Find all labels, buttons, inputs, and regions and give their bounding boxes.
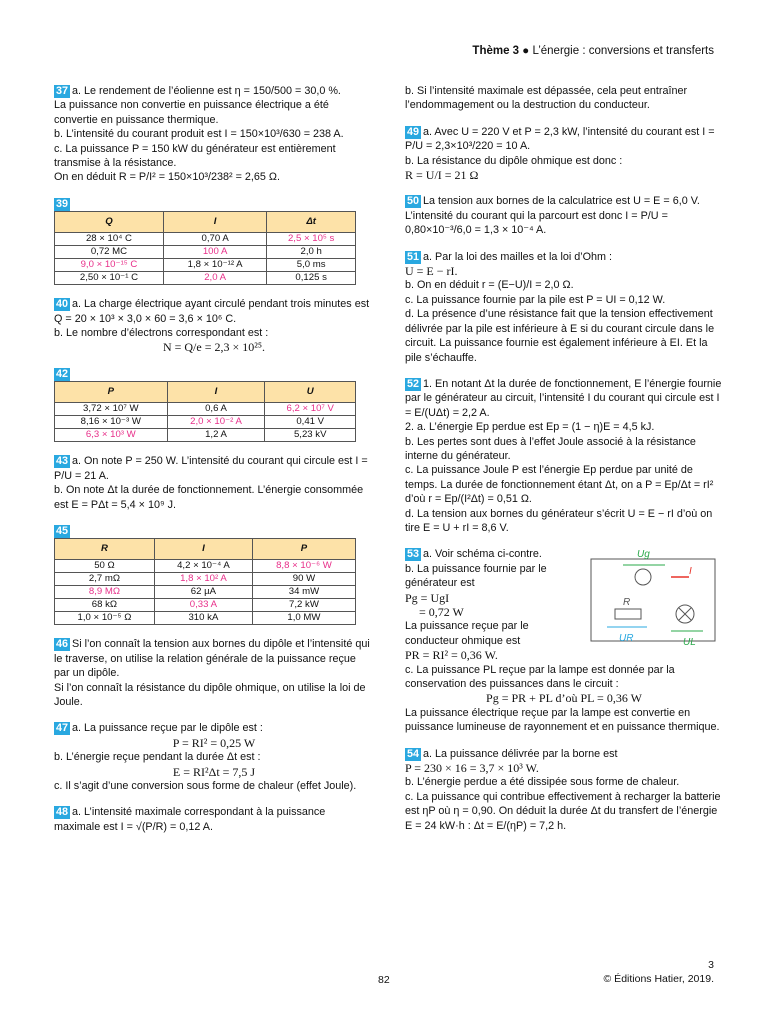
table-cell: 2,7 mΩ <box>55 573 155 586</box>
table-cell: 7,2 kW <box>252 599 355 612</box>
table-cell: 2,5 × 10⁵ s <box>267 233 356 246</box>
table-cell: 34 mW <box>252 586 355 599</box>
formula: Pg = PR + PL d’où PL = 0,36 W <box>486 691 642 706</box>
table-cell: 0,125 s <box>267 272 356 285</box>
exercise-42 <box>54 367 374 442</box>
text-line: 2. a. L’énergie Ep perdue est Ep = (1 − η)E = 4,5 kJ. <box>405 421 655 434</box>
text-line: 1. En notant Δt la durée de fonctionnement, E l’énergie fournie par le générateur au circuit, l’intensité I du courant qui circule est I = E/(UΔt) = 2,2 A. <box>405 377 722 419</box>
text-line: c. La puissance qui contribue effectivement à recharger la batterie est ηP où η = 0,90. On déduit la durée Δt du transfert de l’énergie E = 24 kW·h : Δt = E/(ηP) = 7,2 h. <box>405 790 721 832</box>
exercise-51 <box>405 250 723 365</box>
table-cell: 9,0 × 10⁻¹⁵ C <box>55 259 164 272</box>
exercise-number: 51 <box>407 250 420 263</box>
formula: E = RI²Δt = 7,5 J <box>172 764 256 779</box>
text-line: a. La puissance délivrée par la borne est <box>423 747 618 760</box>
table-cell: 2,0 h <box>267 246 356 259</box>
table-cell: 1,8 × 10² A <box>154 573 252 586</box>
text-line: a. Voir schéma ci-contre. <box>423 548 542 561</box>
text-line: c. La puissance fournie par la pile est P = UI = 0,12 W. <box>405 293 666 306</box>
table-row <box>55 573 356 586</box>
exercise-number: 54 <box>407 747 420 760</box>
exercise-49 <box>405 125 723 183</box>
text-line: a. Par la loi des mailles et la loi d’Ohm : <box>423 250 613 263</box>
table-row <box>55 612 356 625</box>
table-cell: 0,41 V <box>265 416 356 429</box>
table-cell: 310 kA <box>154 612 252 625</box>
exercise-39 <box>54 197 374 285</box>
circuit-diagram <box>585 547 723 657</box>
text-line: a. La charge électrique ayant circulé pendant trois minutes est Q = 20 × 10³ × 3,0 × 60 = 3,6 × 10⁶ C. <box>54 298 370 325</box>
table-cell: 68 kΩ <box>55 599 155 612</box>
text-line: La puissance électrique reçue par la lampe est convertie en puissance lumineuse de rayonnement et en puissance thermique. <box>405 706 720 734</box>
exercise-37 <box>54 84 374 185</box>
table-cell: 2,0 A <box>163 272 266 285</box>
exercise-45 <box>54 524 374 625</box>
text-line: b. L’énergie reçue pendant la durée Δt est : <box>54 751 261 764</box>
table-cell: 100 A <box>163 246 266 259</box>
column-header: Δt <box>267 212 356 233</box>
exercise-number: 53 <box>407 548 420 561</box>
table-cell: 4,2 × 10⁻⁴ A <box>154 560 252 573</box>
text-line: c. La puissance P = 150 kW du générateur est entièrement transmise à la résistance. <box>54 142 336 170</box>
table-cell: 50 Ω <box>55 560 155 573</box>
formula: PR = RI² = 0,36 W. <box>405 648 498 663</box>
table-cell: 1,0 MW <box>252 612 355 625</box>
formula: N = Q/e = 2,3 × 10²⁵. <box>162 340 266 355</box>
label-r: R <box>623 597 631 609</box>
table-cell: 3,72 × 10⁷ W <box>55 403 168 416</box>
text-line: d. La présence d’une résistance fait que la tension effectivement délivrée par la pile est inférieure à E si du courant circule dans le circuit. La puissance fournie est également inférieure à EI. Et la pile s’échauffe. <box>405 308 715 364</box>
left-column <box>54 84 374 846</box>
table-cell: 8,16 × 10⁻³ W <box>55 416 168 429</box>
text-line: La puissance reçue par le conducteur ohmique est <box>405 620 529 647</box>
running-header <box>472 44 714 58</box>
exercise-47 <box>54 721 374 793</box>
text-line: c. Il s’agit d’une conversion sous forme de chaleur (effet Joule). <box>54 779 357 792</box>
footer-right <box>604 958 714 986</box>
text-line: b. Les pertes sont dues à l’effet Joule associé à la résistance interne du générateur. <box>405 435 696 462</box>
data-table <box>54 381 356 442</box>
table-row <box>55 416 356 429</box>
label-ul: UL <box>683 637 696 649</box>
table-cell: 0,33 A <box>154 599 252 612</box>
exercise-number: 37 <box>56 85 69 97</box>
column-header: P <box>252 539 355 560</box>
formula: = 0,72 W <box>419 605 464 619</box>
text-line: b. Si l’intensité maximale est dépassée, cela peut entraîner l’endommagement ou la destruction du conducteur. <box>405 85 688 112</box>
table-cell: 5,23 kV <box>265 429 356 442</box>
text-line: b. On note Δt la durée de fonctionnement. L’énergie consommée est E = PΔt = 5,4 × 10⁹ J. <box>54 484 364 511</box>
table-row <box>55 599 356 612</box>
table-cell: 6,2 × 10⁷ V <box>265 403 356 416</box>
text-line: b. Le nombre d’électrons correspondant est : <box>54 327 269 340</box>
right-column <box>405 84 723 845</box>
exercise-number: 48 <box>56 806 69 819</box>
exercise-number: 50 <box>407 195 420 208</box>
column-header: U <box>265 382 356 403</box>
table-row <box>55 246 356 259</box>
exercise-50 <box>405 194 723 237</box>
column-header: P <box>55 382 168 403</box>
table-cell: 2,50 × 10⁻¹ C <box>55 272 164 285</box>
exercise-54 <box>405 747 723 833</box>
page-number: 82 <box>378 974 390 986</box>
table-cell: 2,0 × 10⁻² A <box>167 416 265 429</box>
data-table <box>54 211 356 285</box>
exercise-52 <box>405 377 723 535</box>
exercise-number: 39 <box>56 197 69 210</box>
exercise-40 <box>54 297 374 355</box>
exercise-number: 52 <box>407 377 420 390</box>
data-table <box>54 538 356 625</box>
exercise-43 <box>54 454 374 512</box>
table-row <box>55 233 356 246</box>
formula: Pg = UgI <box>405 590 450 605</box>
table-cell: 1,8 × 10⁻¹² A <box>163 259 266 272</box>
table-cell: 90 W <box>252 573 355 586</box>
text-line: c. La puissance PL reçue par la lampe est donnée par la conservation des puissances dans le circuit : <box>405 663 675 691</box>
exercise-46 <box>54 637 374 709</box>
text-line: b. La puissance fournie par le générateur est <box>405 562 547 590</box>
text-line: a. La puissance reçue par le dipôle est : <box>72 722 263 735</box>
theme-label: Thème 3 <box>472 45 520 57</box>
formula: R = U/I = 21 Ω <box>405 168 479 183</box>
table-row <box>55 272 356 285</box>
formula: U = E − rI. <box>405 264 458 279</box>
copyright: © Éditions Hatier, 2019. <box>603 973 714 985</box>
exercise-number: 49 <box>407 125 420 138</box>
table-cell: 8,9 MΩ <box>55 586 155 599</box>
table-row <box>55 429 356 442</box>
header-bullet: ● <box>522 45 530 57</box>
text-line: a. Avec U = 220 V et P = 2,3 kW, l’intensité du courant est I = P/U = 2,3×10³/220 = 10 A. <box>405 125 715 153</box>
text-line: d. La tension aux bornes du générateur s’écrit U = E − rI d’où on tire E = U + rI = 8,6 V. <box>405 507 713 534</box>
table-cell: 5,0 ms <box>267 259 356 272</box>
header-subject: L’énergie : conversions et transferts <box>532 45 714 57</box>
resistor-symbol <box>615 609 641 619</box>
table-row <box>55 586 356 599</box>
table-row <box>55 259 356 272</box>
text-line: a. Le rendement de l’éolienne est η = 150/500 = 30,0 %. <box>72 85 341 97</box>
formula: P = RI² = 0,25 W <box>172 735 256 750</box>
exercise-48-continued <box>405 84 723 113</box>
exercise-number: 43 <box>56 455 69 468</box>
table-cell: 8,8 × 10⁻⁶ W <box>252 560 355 573</box>
text-line: La tension aux bornes de la calculatrice est U = E = 6,0 V. L’intensité du courant qui la parcourt est donc I = P/U = 0,80×10⁻³/6,0 = 1,3 × 10⁻⁴ A. <box>405 195 700 237</box>
exercise-number: 46 <box>56 638 69 651</box>
label-ur: UR <box>619 633 634 645</box>
column-header: Q <box>55 212 164 233</box>
column-header: I <box>154 539 252 560</box>
table-cell: 1,2 A <box>167 429 265 442</box>
table-cell: 62 µA <box>154 586 252 599</box>
text-line: La puissance non convertie en puissance électrique a été convertie en puissance thermique. <box>54 99 329 126</box>
table-row <box>55 560 356 573</box>
exercise-number: 42 <box>56 367 69 380</box>
exercise-number: 40 <box>56 298 69 311</box>
table-cell: 0,70 A <box>163 233 266 246</box>
exercise-53 <box>405 547 723 734</box>
text-line: b. L’intensité du courant produit est I = 150×10³/630 = 238 A. <box>54 128 344 141</box>
table-row <box>55 403 356 416</box>
text-line: b. La résistance du dipôle ohmique est donc : <box>405 154 623 167</box>
exercise-number: 45 <box>56 524 69 537</box>
text-line: c. La puissance Joule P est l’énergie Ep perdue par unité de temps. La durée de fonctionnement étant Δt, on a P = Ep/Δt = rI² d’où r = Ep/(I²Δt) = 0,51 Ω. <box>405 464 714 506</box>
table-cell: 0,72 MC <box>55 246 164 259</box>
text-line: On en déduit R = P/I² = 150×10³/238² = 2,65 Ω. <box>54 171 280 184</box>
text-line: a. L’intensité maximale correspondant à la puissance maximale est I = √(P/R) = 0,12 A. <box>54 806 326 833</box>
text-line: Si l’on connaît la tension aux bornes du dipôle et l’intensité qui le traverse, on utilise la relation générale de la puissance reçue par un dipôle. <box>54 638 370 680</box>
generator-symbol <box>635 569 651 585</box>
table-cell: 28 × 10⁴ C <box>55 233 164 246</box>
column-header: I <box>167 382 265 403</box>
exercise-48 <box>54 805 374 834</box>
text-line: b. L’énergie perdue a été dissipée sous forme de chaleur. <box>405 776 680 789</box>
chapter-number: 3 <box>708 959 714 971</box>
column-header: I <box>163 212 266 233</box>
column-header: R <box>55 539 155 560</box>
formula: P = 230 × 16 = 3,7 × 10³ W. <box>405 761 539 776</box>
table-cell: 1,0 × 10⁻⁵ Ω <box>55 612 155 625</box>
text-line: b. On en déduit r = (E−U)/I = 2,0 Ω. <box>405 279 574 292</box>
table-cell: 6,3 × 10³ W <box>55 429 168 442</box>
text-line: Si l’on connaît la résistance du dipôle ohmique, on utilise la loi de Joule. <box>54 681 366 708</box>
label-ug: Ug <box>637 549 650 561</box>
label-i: I <box>689 566 692 578</box>
text-line: a. On note P = 250 W. L’intensité du courant qui circule est I = P/U = 21 A. <box>54 455 368 482</box>
exercise-number: 47 <box>56 722 69 735</box>
table-cell: 0,6 A <box>167 403 265 416</box>
